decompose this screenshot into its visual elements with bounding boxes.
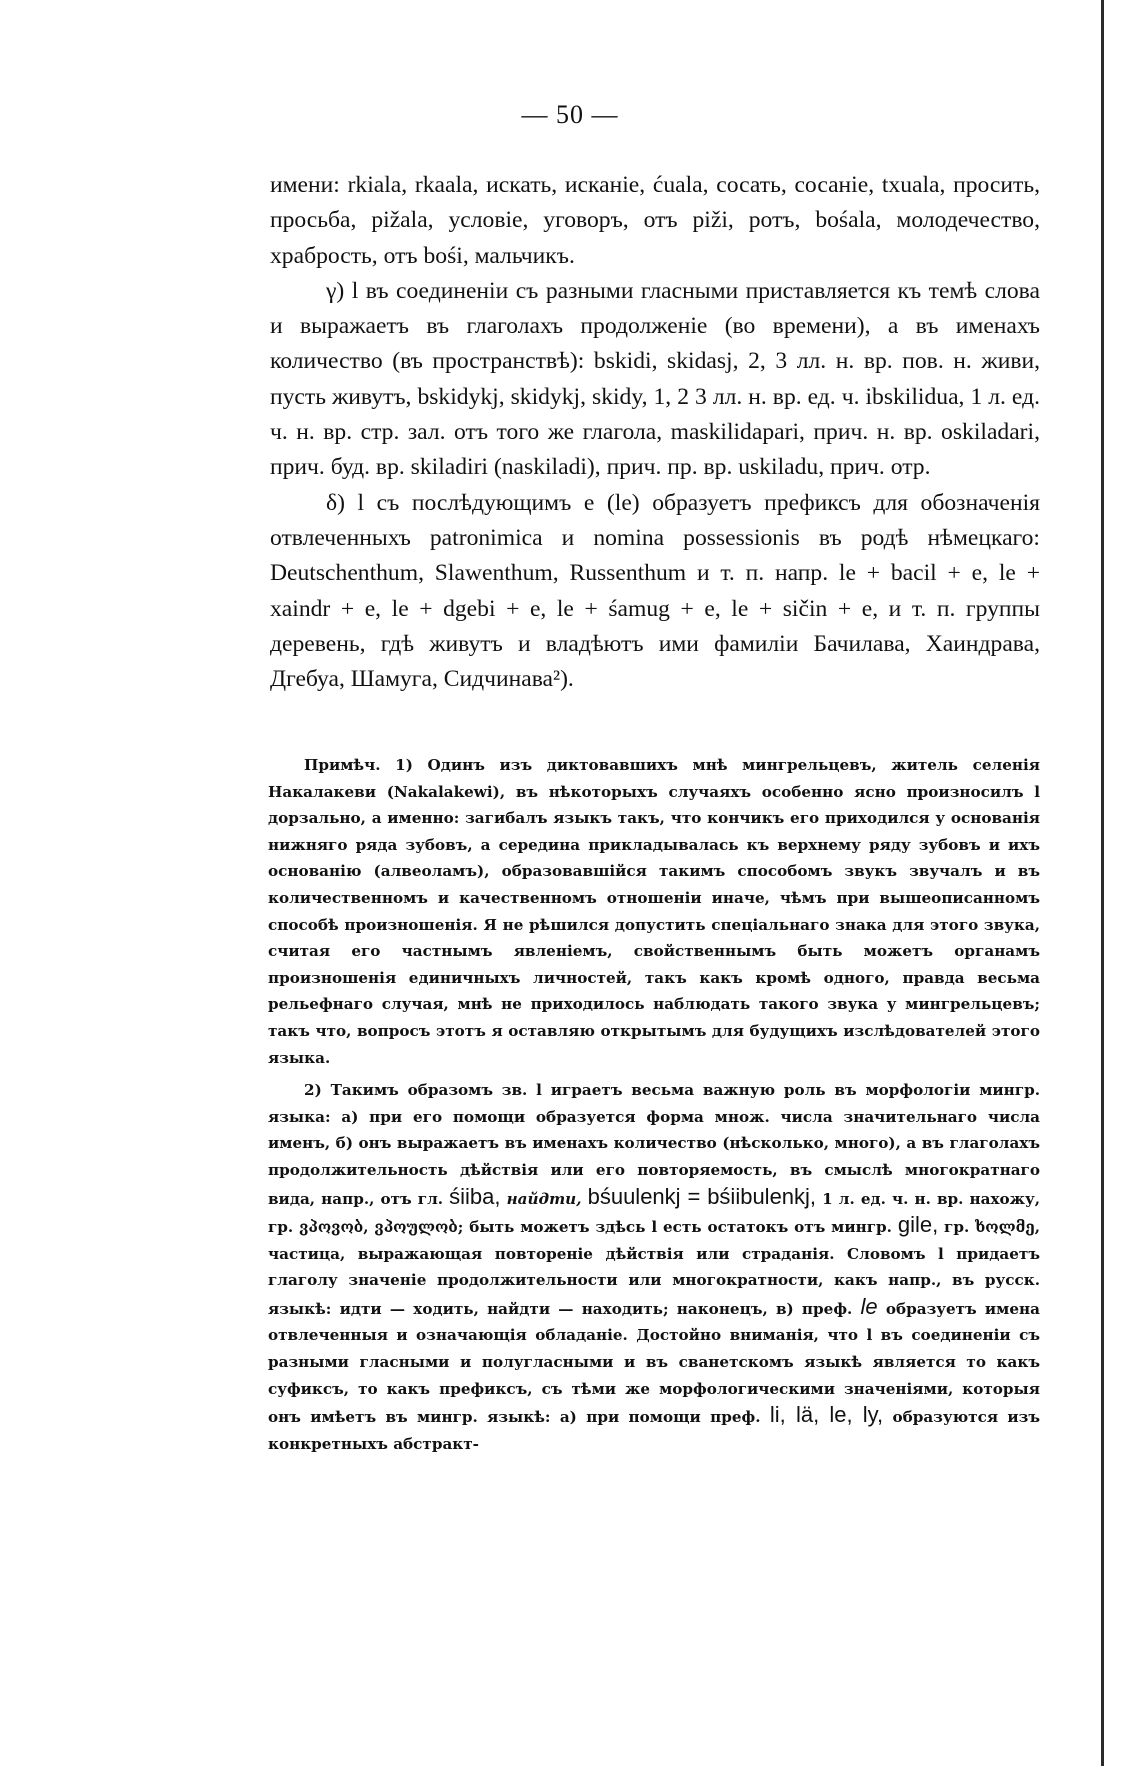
footnote-2 xyxy=(268,1077,1040,1457)
footnote-2-italic-naidti: найдти, xyxy=(500,1189,588,1208)
footnote-2-word-li-la-le-ly: li, lä, le, ly, xyxy=(769,1402,884,1428)
footnote-1: Примѣч. 1) Одинъ изъ диктовавшихъ мнѣ мингрельцевъ, житель селенія Накалакеви (Nakalakewi), въ нѣкоторыхъ случаяхъ особенно ясно произносилъ l дорзально, а именно: загибалъ языкъ такъ, что кончикъ его приходился у основанія нижняго ряда зубовъ, а середина прикладывалась къ верхнему ряду зубовъ и ихъ основанію (алвеоламъ), образовавшійся такимъ способомъ звукъ звучалъ и въ количественномъ и качественномъ отношеніи иначе, чѣмъ при вышеописанномъ способѣ произношенія. Я не рѣшился допустить спеціальнаго знака для этого звука, считая его частнымъ явленіемъ, свойственнымъ быть можетъ органамъ произношенія единичныхъ личностей, такъ какъ кромѣ одного, правда весьма рельефнаго случая, мнѣ не приходилось наблюдать такого звука у мингрельцевъ; такъ что, вопросъ этотъ я оставляю открытымъ для будущихъ изслѣдователей этого языка. xyxy=(268,756,1040,1067)
main-text xyxy=(270,168,1040,697)
page-edge-line xyxy=(1101,0,1104,1766)
footnote-2-part-1: 2) Такимъ образомъ зв. l играетъ весьма важную роль въ морфологіи мингр. языка: а) при его помощи образуется форма множ. числа значительнаго числа именъ, б) онъ выражаетъ въ именахъ количество (нѣсколько, много), а въ глаголахъ продолжительность дѣйствія или его повторяемость, въ смыслѣ многократнаго вида, напр., отъ гл. xyxy=(268,1081,1040,1208)
footnote-2-word-bsuulenkj: bśuulenkj = bśiibulenkj, xyxy=(587,1183,817,1209)
footnote-2-part-3: гр. ხოლმე, частица, выражающая повтореніе дѣйствія или страданія. Словомъ l придаетъ глаголу значеніе продолжительности или многократности, какъ напр., въ русск. языкѣ: идти — ходить, найдти — находить; наконецъ, в) преф. xyxy=(268,1218,1041,1318)
footnote-2-part-4: образуетъ имена отвлеченныя и означающія обладаніе. Достойно вниманія, что l въ соединеніи съ разными гласными и полугласными и въ сванетскомъ языкѣ является то какъ суфиксъ, то какъ префиксъ, съ тѣми же морфологическими значеніями, которыя онъ имѣетъ въ мингр. языкѣ: а) при помощи преф. xyxy=(268,1299,1040,1427)
page-number: — 50 — xyxy=(521,100,619,129)
footnote-2-word-gile: gile, xyxy=(897,1212,939,1238)
footnote-2-part-2: 1 л. ед. ч. н. вр. нахожу, гр. ვპოვობ, ვპოულობ; быть можетъ здѣсь l есть остатокъ отъ мингр. xyxy=(268,1189,1040,1237)
footnote-2-word-le: le xyxy=(860,1293,878,1319)
footnote-2-word-siiba: śiiba, xyxy=(449,1183,501,1209)
paragraph-delta: δ) l съ послѣдующимъ e (le) образуетъ префиксъ для обозначенія отвлеченныхъ patronimica и nomina possessionis въ родѣ нѣмецкаго: Deutschenthum, Slawenthum, Russenthum и т. п. напр. le + bacil + e, le + xaindr + e, le + dgebi + e, le + śamug + e, le + sičin + e, и т. п. группы деревень, гдѣ живутъ и владѣютъ ими фамиліи Бачилава, Хаиндрава, Дгебуа, Шамуга, Сидчинава²). xyxy=(270,489,1040,693)
paragraph-1: имени: rkiala, rkaala, искать, исканіе, ćuala, сосать, сосаніе, txuala, просить, просьба, pižala, условіе, уговоръ, отъ piži, ротъ, bośala, молодечество, храбрость, отъ bośi, мальчикъ. xyxy=(270,172,1040,269)
footnotes xyxy=(268,752,1040,1457)
footnote-2-part-5: образуются изъ конкретныхъ абстракт- xyxy=(268,1408,1041,1453)
paragraph-gamma: γ) l въ соединеніи съ разными гласными приставляется къ темѣ слова и выражаетъ въ глаголахъ продолженіе (во времени), а въ именахъ количество (въ пространствѣ): bskidi, skidasj, 2, 3 лл. н. вр. пов. н. живи, пусть живутъ, bskidykj, skidykj, skidy, 1, 2 3 лл. н. вр. ед. ч. ibskilidua, 1 л. ед. ч. н. вр. стр. зал. отъ того же глагола, maskilidapari, прич. н. вр. oskiladari, прич. буд. вр. skiladiri (naskiladi), прич. пр. вр. uskiladu, прич. отр. xyxy=(270,277,1040,481)
